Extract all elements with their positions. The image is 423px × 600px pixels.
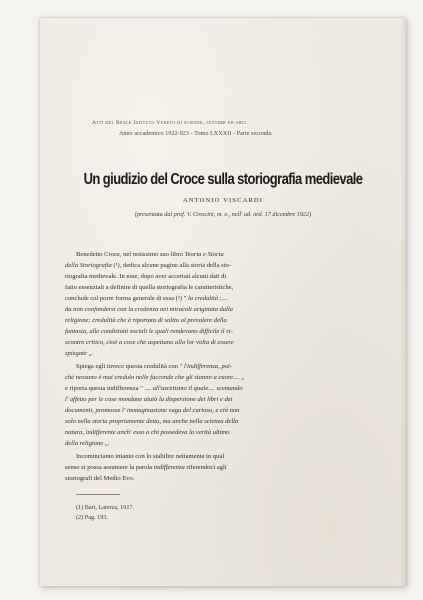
paragraph-3-line: storiografi del Medio Evo. xyxy=(65,475,135,482)
paragraph-1-line: della Storiografia (¹), dedica alcune pagine alla storia della sto- xyxy=(65,262,231,269)
paragraph-1-line: da non confondersi con la credenza nei miracoli originata dalla xyxy=(65,306,233,313)
paragraph-3-line: senso si possa assumere la parola indifferenza riferendoci agli xyxy=(65,464,227,471)
paragraph-1-line: Benedetto Croce, nel notissimo suo libro Teoria e Storia xyxy=(76,251,224,258)
journal-header-line-2: Anno accademico 1922-923 - Tomo LXXXII - Parte seconda. xyxy=(119,131,273,137)
paragraph-1-line: religione; credulità che è riportata di solito al prevalere della xyxy=(65,317,227,324)
paragraph-3-line: Incominciamo intanto con lo stabilire nettamente in qual xyxy=(76,453,225,460)
paragraph-1-line: scontro critico, cioè a cose che aspettano alla lor volta di essere xyxy=(65,339,234,346)
paragraph-2-line: solo nella storia propriamente detta, ma anche nella scienza della xyxy=(65,418,239,425)
footnote-separator xyxy=(76,494,120,495)
paragraph-1-line: fatto essenziali a definire di quella storiografia le caratteristiche, xyxy=(65,284,234,291)
paragraph-2-line: ché nessuno è mai credulo nelle faccende che gli stanno a cuore.... „ xyxy=(65,374,245,381)
document-page xyxy=(40,18,406,586)
paragraph-2-line: della religione „. xyxy=(65,440,110,447)
paragraph-2-line: l' affetto per le cose mondane aiutò la dispersione dei libri e dei xyxy=(65,396,233,403)
paragraph-1-line: fantasia, alle condizioni sociali le quali rendevano difficile il ri- xyxy=(65,328,233,335)
article-title: Un giudizio del Croce sulla storiografia medievale xyxy=(83,171,363,188)
paragraph-1-line: spiegate „. xyxy=(65,350,94,357)
journal-header-line-1: Atti del Reale Istituto Veneto di scienze, lettere ed arti. xyxy=(92,120,248,126)
footnote-2: (2) Pag. 193. xyxy=(76,514,108,521)
presentation-note: (presentata dal prof. V. Crescini, m. e., nell' ad. ord. 17 dicembre 1922) xyxy=(134,211,312,218)
footnote-1: (1) Bari, Laterza, 1917. xyxy=(76,504,135,511)
paragraph-2-line: documenti, promosse l' immaginazione vaga del curioso, e ciò non xyxy=(65,407,240,414)
paragraph-2-line: Spiega egli invece questa credulità con " l'indifferenza, poi- xyxy=(76,363,233,370)
paragraph-1-line: conclude col porre forma generale di essa (²) " la credulità ;.... xyxy=(65,295,229,302)
paragraph-1-line: riografia medievale. In esse, dopo aver accertati alcuni dati di xyxy=(65,273,227,280)
paragraph-2-line: natura, indifferente anch' esso a chi possedeva la verità ultimo xyxy=(65,429,230,436)
paragraph-2-line: e riporta questa indifferenza " .... all'ascetismo il quale.... scemando xyxy=(65,385,243,392)
article-author: ANTONIO VISCARDI xyxy=(182,197,264,204)
